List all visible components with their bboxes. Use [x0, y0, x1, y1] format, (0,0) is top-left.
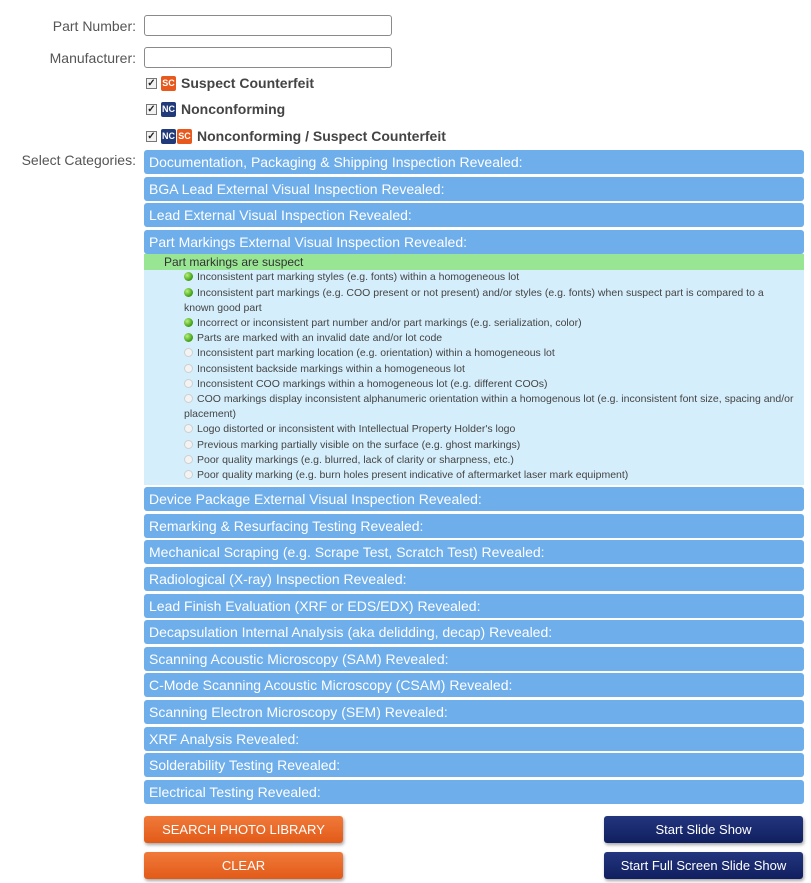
- category-header[interactable]: Electrical Testing Revealed:: [144, 780, 804, 804]
- nc-badge-icon: NC: [161, 129, 176, 144]
- category-header[interactable]: Decapsulation Internal Analysis (aka delidding, decap) Revealed:: [144, 620, 804, 644]
- list-item[interactable]: [184, 286, 796, 316]
- list-item[interactable]: [184, 346, 796, 361]
- unselected-dot-icon[interactable]: [184, 440, 193, 449]
- list-item-text: Parts are marked with an invalid date and/or lot code: [197, 332, 443, 345]
- filter-label: Nonconforming: [181, 101, 286, 117]
- list-item-text: Previous marking partially visible on the surface (e.g. ghost markings): [197, 438, 521, 451]
- selected-dot-icon[interactable]: [184, 288, 193, 297]
- list-item[interactable]: [184, 270, 796, 285]
- unselected-dot-icon[interactable]: [184, 364, 193, 373]
- categories-accordion: [144, 150, 804, 806]
- manufacturer-input[interactable]: [144, 47, 392, 68]
- category-header[interactable]: Mechanical Scraping (e.g. Scrape Test, Scratch Test) Revealed:: [144, 540, 804, 564]
- list-item[interactable]: [184, 468, 796, 483]
- list-item[interactable]: [184, 331, 796, 346]
- category-header[interactable]: BGA Lead External Visual Inspection Revealed:: [144, 177, 804, 201]
- criteria-list: [144, 270, 804, 483]
- unselected-dot-icon[interactable]: [184, 424, 193, 433]
- filter-checkbox[interactable]: ✓: [147, 77, 156, 89]
- list-item-text: Incorrect or inconsistent part number and/or part markings (e.g. serialization, color): [197, 316, 582, 329]
- list-item[interactable]: [184, 453, 796, 468]
- filter-checkbox[interactable]: ✓: [147, 103, 156, 115]
- list-item-text: Inconsistent part marking location (e.g. orientation) within a homogeneous lot: [197, 347, 555, 360]
- selected-dot-icon[interactable]: [184, 272, 193, 281]
- list-item[interactable]: [184, 377, 796, 392]
- start-slide-show-button[interactable]: Start Slide Show: [604, 816, 803, 843]
- list-item-text: Inconsistent part markings (e.g. COO present or not present) and/or styles (e.g. fonts) when suspect part is compared to a known good part: [184, 286, 764, 314]
- filter-label: Nonconforming / Suspect Counterfeit: [197, 128, 446, 144]
- filter-checkbox[interactable]: ✓: [147, 130, 156, 142]
- search-photo-library-button[interactable]: SEARCH PHOTO LIBRARY: [144, 816, 343, 843]
- sc-badge-icon: SC: [177, 129, 192, 144]
- list-item-text: Inconsistent part marking styles (e.g. fonts) within a homogeneous lot: [197, 271, 520, 284]
- category-expanded-panel: [144, 254, 804, 485]
- unselected-dot-icon[interactable]: [184, 348, 193, 357]
- start-full-screen-slide-show-button[interactable]: Start Full Screen Slide Show: [604, 852, 803, 879]
- clear-button[interactable]: CLEAR: [144, 852, 343, 879]
- unselected-dot-icon[interactable]: [184, 379, 193, 388]
- unselected-dot-icon[interactable]: [184, 455, 193, 464]
- filter-label: Suspect Counterfeit: [181, 75, 315, 91]
- category-header[interactable]: Lead Finish Evaluation (XRF or EDS/EDX) Revealed:: [144, 594, 804, 618]
- nc-badge-icon: NC: [161, 102, 176, 117]
- subcategory-header[interactable]: Part markings are suspect: [144, 254, 804, 270]
- sc-badge-icon: SC: [161, 76, 176, 91]
- category-header[interactable]: XRF Analysis Revealed:: [144, 727, 804, 751]
- manufacturer-label: Manufacturer:: [49, 50, 136, 66]
- unselected-dot-icon[interactable]: [184, 470, 193, 479]
- list-item[interactable]: [184, 316, 796, 331]
- list-item[interactable]: [184, 392, 796, 422]
- selected-dot-icon[interactable]: [184, 318, 193, 327]
- category-header[interactable]: Part Markings External Visual Inspection Revealed:: [144, 230, 804, 254]
- list-item-text: Inconsistent COO markings within a homogeneous lot (e.g. different COOs): [197, 377, 548, 390]
- list-item-text: Poor quality markings (e.g. blurred, lack of clarity or sharpness, etc.): [197, 453, 514, 466]
- part-number-label: Part Number:: [52, 18, 136, 34]
- list-item[interactable]: [184, 362, 796, 377]
- unselected-dot-icon[interactable]: [184, 394, 193, 403]
- category-header[interactable]: Solderability Testing Revealed:: [144, 753, 804, 777]
- category-header[interactable]: Scanning Electron Microscopy (SEM) Revealed:: [144, 700, 804, 724]
- list-item[interactable]: [184, 422, 796, 437]
- filter-row[interactable]: [146, 100, 285, 118]
- category-header[interactable]: Radiological (X-ray) Inspection Revealed:: [144, 567, 804, 591]
- select-categories-label: Select Categories:: [21, 152, 136, 168]
- list-item[interactable]: [184, 438, 796, 453]
- list-item-text: Poor quality marking (e.g. burn holes present indicative of aftermarket laser mark equipment): [197, 469, 629, 482]
- category-header[interactable]: C-Mode Scanning Acoustic Microscopy (CSAM) Revealed:: [144, 673, 804, 697]
- filter-row[interactable]: [146, 74, 314, 92]
- list-item-text: Inconsistent backside markings within a homogeneous lot: [197, 362, 465, 375]
- category-header[interactable]: Remarking & Resurfacing Testing Revealed:: [144, 514, 804, 538]
- list-item-text: Logo distorted or inconsistent with Intellectual Property Holder's logo: [197, 423, 516, 436]
- category-header[interactable]: Documentation, Packaging & Shipping Inspection Revealed:: [144, 150, 804, 174]
- part-number-input[interactable]: [144, 15, 392, 36]
- category-header[interactable]: Lead External Visual Inspection Revealed:: [144, 203, 804, 227]
- filter-row[interactable]: [146, 127, 446, 145]
- category-header[interactable]: Device Package External Visual Inspection Revealed:: [144, 487, 804, 511]
- selected-dot-icon[interactable]: [184, 333, 193, 342]
- list-item-text: COO markings display inconsistent alphanumeric orientation within a homogenous lot (e.g. inconsistent font size, spacing and/or placement): [184, 393, 794, 421]
- category-header[interactable]: Scanning Acoustic Microscopy (SAM) Revealed:: [144, 647, 804, 671]
